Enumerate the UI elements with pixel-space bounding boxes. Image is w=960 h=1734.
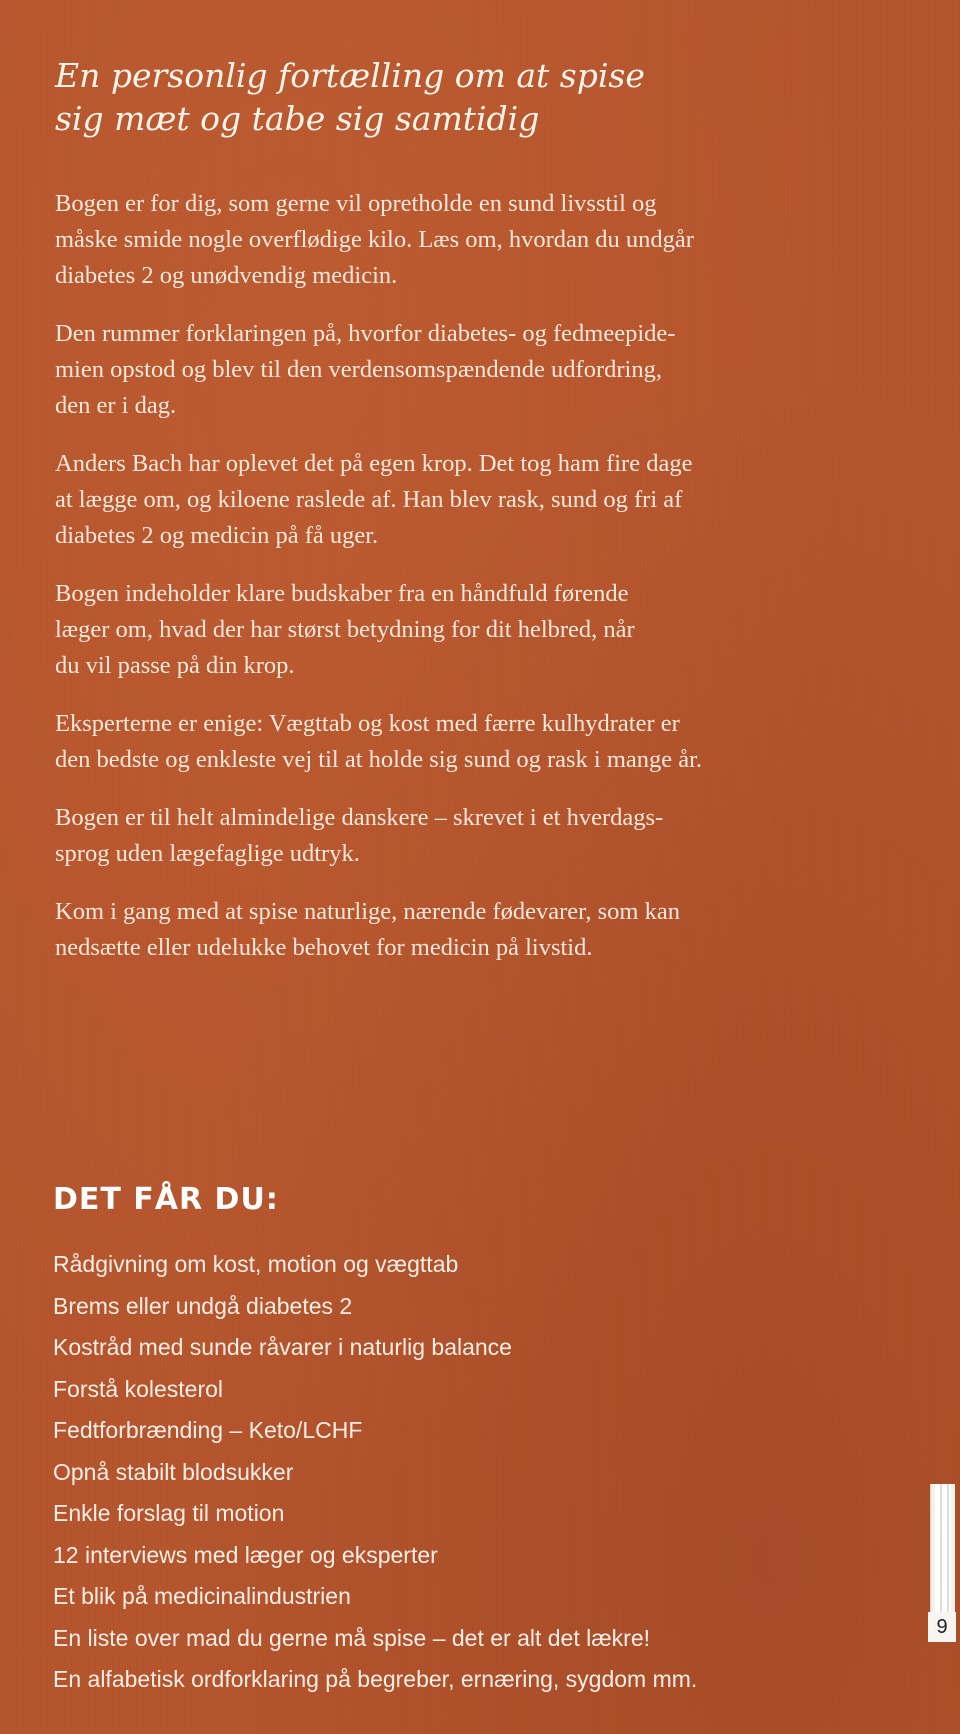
text-line: sprog uden lægefaglige udtryk. — [55, 840, 360, 867]
benefit-item: 12 interviews med læger og eksperter — [53, 1541, 438, 1568]
benefit-item: Forstå kolesterol — [53, 1375, 224, 1402]
text-line: Anders Bach har oplevet det på egen krop. Det tog ham fire dage — [55, 450, 693, 477]
blurb-paragraph — [55, 576, 915, 684]
headline-line: En personlig fortælling om at spise — [55, 56, 645, 95]
benefits-list — [53, 1244, 913, 1701]
text-line: Bogen indeholder klare budskaber fra en håndfuld førende — [55, 580, 629, 607]
text-line: du vil passe på din krop. — [55, 652, 295, 679]
benefit-item: Kostråd med sunde råvarer i naturlig balance — [53, 1334, 512, 1360]
text-line: diabetes 2 og unødvendig medicin. — [55, 262, 398, 289]
benefit-item: En alfabetisk ordforklaring på begreber, ernæring, sygdom mm. — [53, 1666, 698, 1692]
benefit-item: Enkle forslag til motion — [53, 1500, 285, 1526]
text-line: Den rummer forklaringen på, hvorfor diabetes- og fedmeepide- — [55, 320, 676, 347]
benefit-item: Opnå stabilt blodsukker — [53, 1458, 294, 1485]
text-line: Bogen er for dig, som gerne vil opretholde en sund livsstil og — [55, 190, 657, 217]
text-line: Bogen er til helt almindelige danskere – skrevet i et hverdags- — [55, 804, 664, 831]
benefit-item: Rådgivning om kost, motion og vægttab — [53, 1251, 459, 1277]
blurb-paragraph — [55, 316, 915, 424]
headline — [55, 54, 875, 140]
text-line: den er i dag. — [55, 392, 177, 419]
blurb-paragraph — [55, 894, 915, 966]
text-line: Kom i gang med at spise naturlige, nærende fødevarer, som kan — [55, 898, 680, 925]
text-line: mien opstod og blev til den verdensomspændende udfordring, — [55, 356, 662, 383]
benefit-item: Brems eller undgå diabetes 2 — [53, 1292, 353, 1319]
text-line: nedsætte eller udelukke behovet for medicin på livstid. — [55, 934, 593, 961]
text-line: at lægge om, og kiloene raslede af. Han blev rask, sund og fri af — [55, 486, 683, 513]
blurb-paragraph — [55, 446, 915, 554]
text-line: læger om, hvad der har størst betydning for dit helbred, når — [55, 616, 635, 643]
benefit-item: Fedtforbrænding – Keto/LCHF — [53, 1417, 363, 1443]
text-line: diabetes 2 og medicin på få uger. — [55, 522, 379, 549]
blurb-body — [55, 186, 915, 988]
blurb-paragraph — [55, 186, 915, 294]
headline-line: sig mæt og tabe sig samtidig — [55, 99, 540, 138]
text-line: den bedste og enkleste vej til at holde sig sund og rask i mange år. — [55, 746, 703, 773]
text-line: Eksperterne er enige: Vægttab og kost med færre kulhydrater er — [55, 710, 680, 737]
blurb-paragraph — [55, 706, 915, 778]
blurb-paragraph — [55, 800, 915, 872]
text-line: måske smide nogle overflødige kilo. Læs om, hvordan du undgår — [55, 226, 694, 253]
benefit-item: En liste over mad du gerne må spise – det er alt det lækre! — [53, 1624, 651, 1651]
benefit-item: Et blik på medicinalindustrien — [53, 1583, 351, 1609]
edge-number: 9 — [928, 1612, 956, 1642]
benefits-title: DET FÅR DU: — [53, 1182, 279, 1217]
